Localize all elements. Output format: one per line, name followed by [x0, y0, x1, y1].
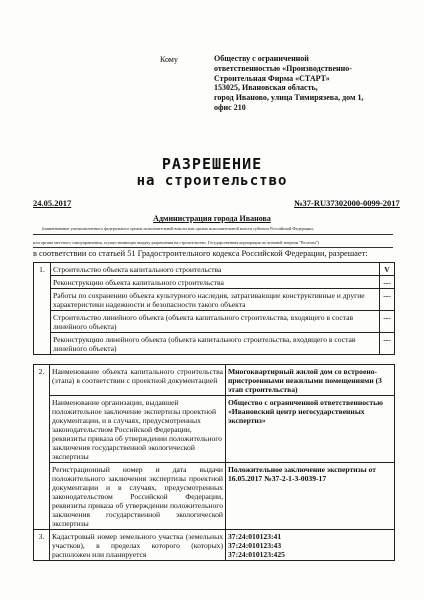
table-row [34, 530, 395, 561]
table-cell: Строительство линейного объекта (объекта капитального строительства, входящего в состав линейного объекта) [51, 311, 380, 333]
table-cell: Кадастровый номер земельного участка (земельных участков), в пределах которого (которых) расположен или планируется [50, 530, 226, 561]
addressee-line: ответственностью «Производственно- [214, 63, 352, 73]
permit-table [33, 262, 395, 355]
section-number: 2. [34, 365, 50, 530]
cadastral-number: 37:24:010123:43 [228, 540, 282, 550]
addressee-block [214, 54, 414, 113]
table-cell: Многоквартирный жилой дом со встроено-пристроенными нежилыми помещениями (3 этап строительства) [226, 365, 395, 396]
table-cell: Общество с ограниченной ответственностью «Ивановский центр негосударственных экспертиз» [226, 396, 395, 463]
addressee-label: Кому [160, 55, 178, 64]
table-cell [226, 530, 395, 561]
document-subtitle: на строительство [136, 173, 288, 189]
table-row [34, 311, 395, 333]
checkmark: --- [380, 289, 395, 311]
permit-date: 24.05.2017 [33, 198, 72, 208]
table-row [34, 276, 395, 289]
addressee-line: офис 210 [214, 102, 246, 112]
table-row [34, 396, 395, 463]
table-row [34, 463, 395, 530]
table-cell: Строительство объекта капитального строительства [51, 263, 380, 276]
table-cell: Реконструкцию линейного объекта (объекта капитального строительства, входящего в состав линейного объекта) [51, 333, 380, 355]
table-cell: Наименование объекта капитального строительства (этапа) в соответствии с проектной документацией [50, 365, 226, 396]
table-row [34, 263, 395, 276]
table-cell: Регистрационный номер и дата выдачи положительного заключения экспертизы проектной документации и в случаях, предусмотренных законодательством Российской Федерации, реквизиты приказа об утверждении положительного заключения государственной экологической экспертизы [50, 463, 226, 530]
underline-rule [33, 247, 393, 248]
checkmark: V [380, 263, 395, 276]
table-cell: Наименование организации, выдавшей положительное заключение экспертизы проектной документации, и в случаях, предусмотренных законодательством Российской Федерации, реквизиты приказа об утверждении положительного заключения государственной экологической экспертизы [50, 396, 226, 463]
table-row [34, 289, 395, 311]
addressee-line: 153025, Ивановская область, [214, 83, 318, 93]
document-title: РАЗРЕШЕНИЕ [161, 155, 263, 173]
addressee-line: город Иваново, улица Тимирязева, дом 1, [214, 93, 364, 103]
legal-basis-line: в соответствии со статьей 51 Градостроительного кодекса Российской Федерации, разрешает: [33, 249, 368, 258]
cadastral-number: 37:24:010123:41 [228, 531, 282, 541]
permit-table-section2 [33, 364, 395, 561]
table-row [34, 333, 395, 355]
authority-footnote-2: или органа местного самоуправления, осуществляющих выдачу разрешения на строительство. Государственная корпорация по атомной энергии "Росатом") [33, 240, 319, 245]
table-cell: Положительное заключение экспертизы от 16.05.2017 №37-2-1-3-0039-17 [226, 463, 395, 530]
issuing-authority: Администрация города Иванова [153, 214, 271, 223]
cadastral-number: 37:24:010123:425 [228, 549, 285, 559]
authority-footnote: (наименование уполномоченного федерального органа исполнительной власти или органа исполнительной власти субъекта Российской Федерации, [42, 226, 314, 231]
underline-rule [33, 234, 393, 235]
addressee-line: Строительная Фирма «СТАРТ» [214, 73, 330, 83]
table-row [34, 365, 395, 396]
checkmark: --- [380, 333, 395, 355]
checkmark: --- [380, 276, 395, 289]
table-cell: Работы по сохранению объекта культурного наследия, затрагивающие конструктивные и другие характеристики надежности и безопасности такого объекта [51, 289, 380, 311]
addressee-line: Обществу с ограниченной [214, 54, 309, 63]
section-number: 3. [34, 530, 50, 561]
table-cell: Реконструкцию объекта капитального строительства [51, 276, 380, 289]
section-number: 1. [34, 263, 51, 355]
permit-number: №37-RU37302000-0099-2017 [294, 198, 400, 208]
checkmark: --- [380, 311, 395, 333]
